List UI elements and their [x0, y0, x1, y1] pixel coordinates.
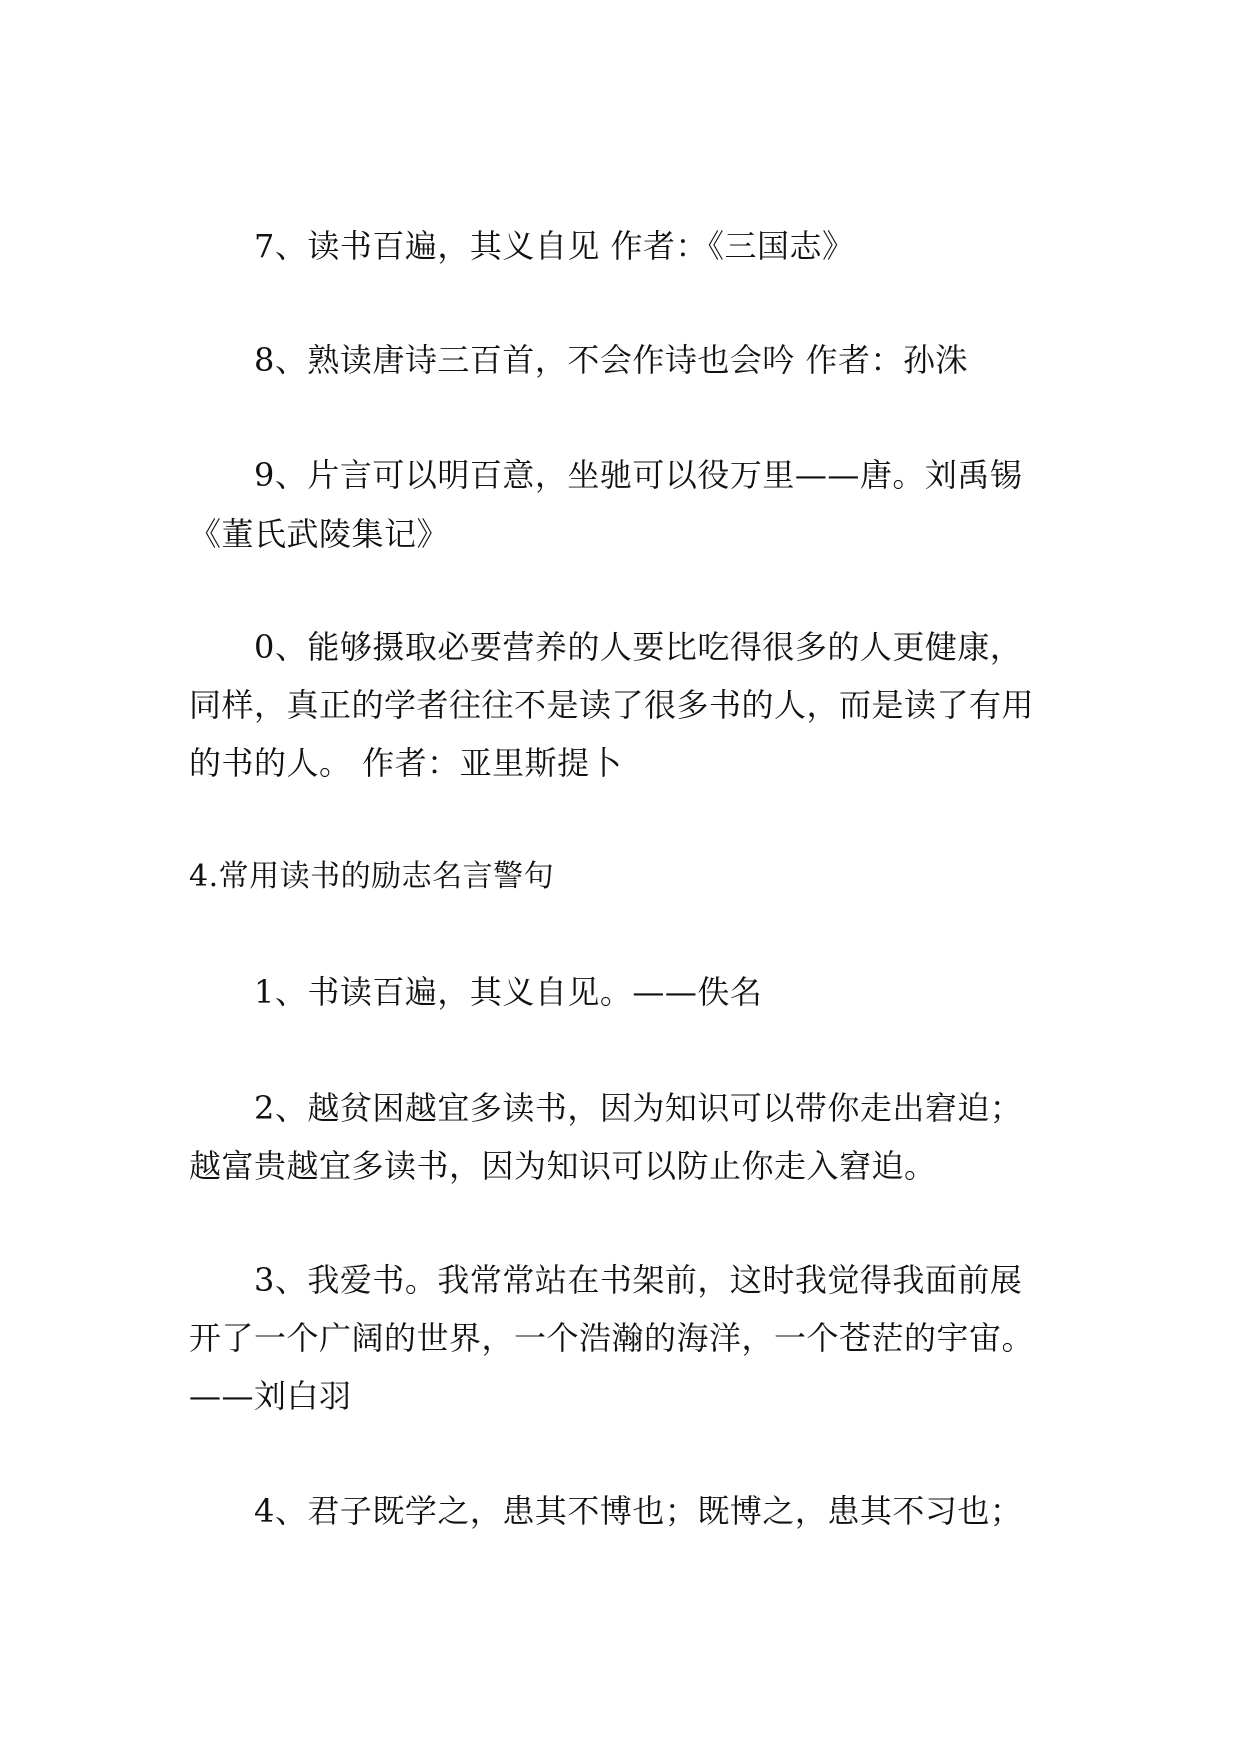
quote-0-line-3: 的书的人。 作者：亚里斯提卜 [189, 744, 623, 782]
quote-3-line-1: 3、我爱书。我常常站在书架前，这时我觉得我面前展 [254, 1261, 1023, 1299]
section-heading: 4.常用读书的励志名言警句 [189, 859, 555, 894]
quote-3-line-3: ——刘白羽 [189, 1377, 352, 1415]
quote-9-line-1: 9、片言可以明百意，坐驰可以役万里——唐。刘禹锡 [254, 456, 1023, 494]
quote-9-line-2: 《董氏武陵集记》 [189, 515, 450, 553]
quote-0-line-1: 0、能够摄取必要营养的人要比吃得很多的人更健康， [254, 628, 1023, 666]
quote-2-line-1: 2、越贫困越宜多读书，因为知识可以带你走出窘迫； [254, 1089, 1023, 1127]
quote-3-line-2: 开了一个广阔的世界，一个浩瀚的海洋，一个苍茫的宇宙。 [189, 1319, 1035, 1357]
quote-0-line-2: 同样，真正的学者往往不是读了很多书的人，而是读了有用 [189, 686, 1035, 724]
quote-1-line: 1、书读百遍，其义自见。——佚名 [254, 973, 763, 1011]
quote-8-line: 8、熟读唐诗三百首，不会作诗也会吟 作者：孙洙 [254, 341, 969, 379]
quote-4-line-1: 4、君子既学之，患其不博也；既博之，患其不习也； [254, 1492, 1023, 1530]
quote-7-line: 7、读书百遍，其义自见 作者：《三国志》 [254, 227, 855, 265]
quote-2-line-2: 越富贵越宜多读书，因为知识可以防止你走入窘迫。 [189, 1147, 937, 1185]
